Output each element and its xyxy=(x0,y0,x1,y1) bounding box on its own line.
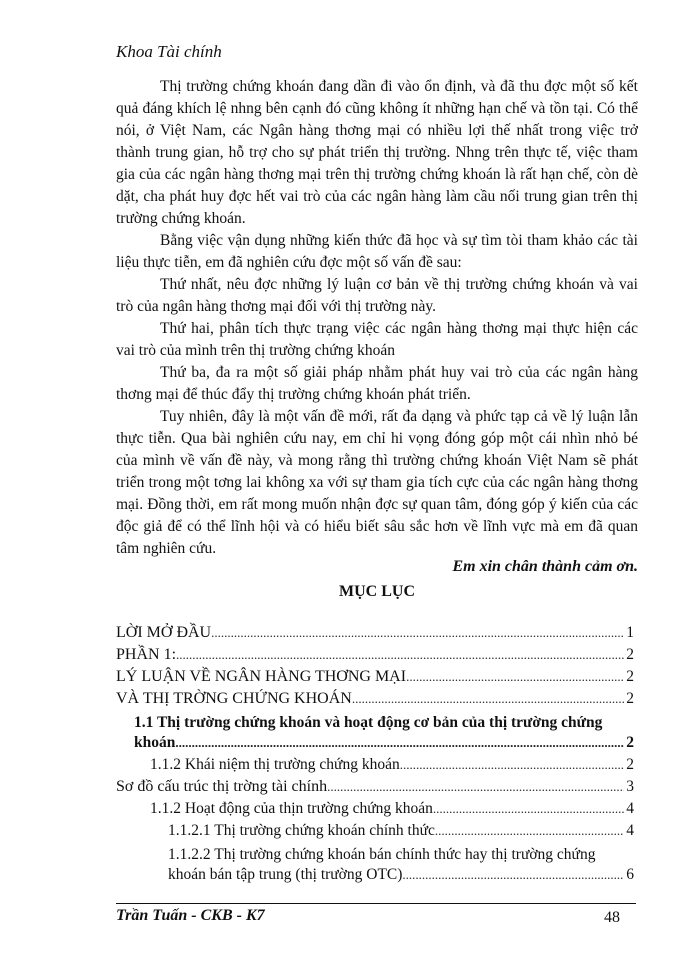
paragraph: Thứ hai, phân tích thực trạng việc các ngân hàng thơng mại thực hiện các vai trò của mình trên thị trường chứng khoán xyxy=(116,320,638,359)
paragraph: Thứ nhất, nêu đợc những lý luận cơ bản về thị trường chứng khoán và vai trò của ngân hàng thơng mại đối với thị trường này. xyxy=(116,276,638,315)
toc-entry[interactable] xyxy=(116,800,634,822)
footer-author: Trần Tuấn - CKB - K7 xyxy=(116,907,265,924)
toc-entry[interactable] xyxy=(116,712,634,756)
toc-leader xyxy=(211,625,624,641)
paragraph: Bằng việc vận dụng những kiến thức đã học và sự tìm tòi tham khảo các tài liệu thực tiễn, em đã nghiên cứu đợc một số vấn đề sau: xyxy=(116,232,638,271)
toc-entry-label: 1.1 Thị trường chứng khoán và hoạt động cơ bản của thị trường chứng xyxy=(134,714,603,731)
toc-entry-page: 2 xyxy=(626,690,634,707)
toc-entry-label-continued: khoán xyxy=(134,734,176,751)
toc-leader xyxy=(435,823,624,839)
toc-entry[interactable] xyxy=(116,646,634,668)
paragraph: Tuy nhiên, đây là một vấn đề mới, rất đa dạng và phức tạp cả về lý luận lẫn thực tiễn. Qua bài nghiên cứu nay, em chỉ hi vọng đóng góp một cái nhìn nhỏ bé của mình về vấn đề này, và mong rằng thì trường chứng khoán Việt Nam sẽ phát triển trong một tơng lai không xa với sự tham gia tích cực của các ngân hàng thơng mại. Đồng thời, em rất mong muốn nhận đợc sự quan tâm, đóng góp ý kiến của các độc giả để có thể lĩnh hội và có hiểu biết sâu sắc hơn về lĩnh vực mà em đã quan tâm nghiên cứu. xyxy=(116,408,638,557)
toc-leader xyxy=(433,801,624,817)
page-number: 48 xyxy=(604,909,620,926)
paragraph: Thị trường chứng khoán đang dần đi vào ổn định, và đã thu đợc một số kết quả đáng khích lệ nhng bên cạnh đó cũng không ít những hạn chế và tồn tại. Có thể nói, ở Việt Nam, các Ngân hàng thơng mại có nhiều lợi thế nhất trong việc trở thành trung gian, hỗ trợ cho sự phát triển thị trường. Nhng trên thực tế, việc tham gia của các ngân hàng thơng mại trên thị trường chứng khoán là rất hạn chế, còn dè dặt, cha phát huy đợc hết vai trò của các ngân hàng làm cầu nối trung gian trên thị trường chứng khoán. xyxy=(116,78,638,227)
toc-entry-label: LÝ LUẬN VỀ NGÂN HÀNG THƠNG MẠI xyxy=(116,668,407,685)
paragraph: Thứ ba, đa ra một số giải pháp nhằm phát huy vai trò của các ngân hàng thơng mại để thúc đẩy thị trường chứng khoán phát triển. xyxy=(116,364,638,403)
toc-entry-label: PHẦN 1: xyxy=(116,646,177,663)
footer-divider xyxy=(116,903,636,904)
toc-leader xyxy=(406,669,624,685)
toc-entry[interactable] xyxy=(116,668,634,690)
toc-entry[interactable] xyxy=(116,690,634,712)
body-text xyxy=(116,76,638,560)
toc-entry-page: 2 xyxy=(626,668,634,685)
toc-entry[interactable] xyxy=(116,756,634,778)
toc-leader xyxy=(400,757,625,773)
toc-entry-page: 3 xyxy=(626,778,634,795)
toc-title: MỤC LỤC xyxy=(339,583,415,600)
toc-leader xyxy=(327,779,624,795)
toc-entry-page: 2 xyxy=(626,646,634,663)
toc-entry-page: 2 xyxy=(626,756,634,773)
toc-entry[interactable] xyxy=(116,778,634,800)
toc-entry-page: 4 xyxy=(626,800,634,817)
toc-entry-label: 1.1.2 Khái niệm thị trường chứng khoán xyxy=(150,756,400,773)
toc-entry-page: 2 xyxy=(626,734,634,751)
toc-entry-label: 1.1.2.2 Thị trường chứng khoán bán chính thức hay thị trường chứng xyxy=(168,846,596,863)
table-of-contents xyxy=(116,624,634,888)
thanks-line: Em xin chân thành cảm ơn. xyxy=(452,558,638,575)
toc-entry[interactable] xyxy=(116,822,634,844)
toc-entry-page: 4 xyxy=(626,822,634,839)
page-header-faculty: Khoa Tài chính xyxy=(116,42,222,61)
toc-entry-label-continued: khoán bán tập trung (thị trường OTC) xyxy=(168,866,403,883)
toc-entry[interactable] xyxy=(116,844,634,888)
toc-leader xyxy=(402,867,624,883)
toc-leader xyxy=(176,647,624,663)
toc-entry-label: LỜI MỞ ĐẦU xyxy=(116,624,212,641)
toc-entry-page: 6 xyxy=(626,866,634,883)
toc-entry-label: VÀ THỊ TRỜNG CHỨNG KHOÁN xyxy=(116,690,352,707)
toc-entry[interactable] xyxy=(116,624,634,646)
toc-leader xyxy=(175,735,624,751)
toc-entry-label: Sơ đồ cấu trúc thị trờng tài chính xyxy=(116,778,328,795)
toc-leader xyxy=(352,691,624,707)
toc-entry-page: 1 xyxy=(626,624,634,641)
toc-entry-label: 1.1.2 Hoạt động của thịn trường chứng khoán xyxy=(150,800,433,817)
toc-entry-label: 1.1.2.1 Thị trường chứng khoán chính thức xyxy=(168,822,435,839)
